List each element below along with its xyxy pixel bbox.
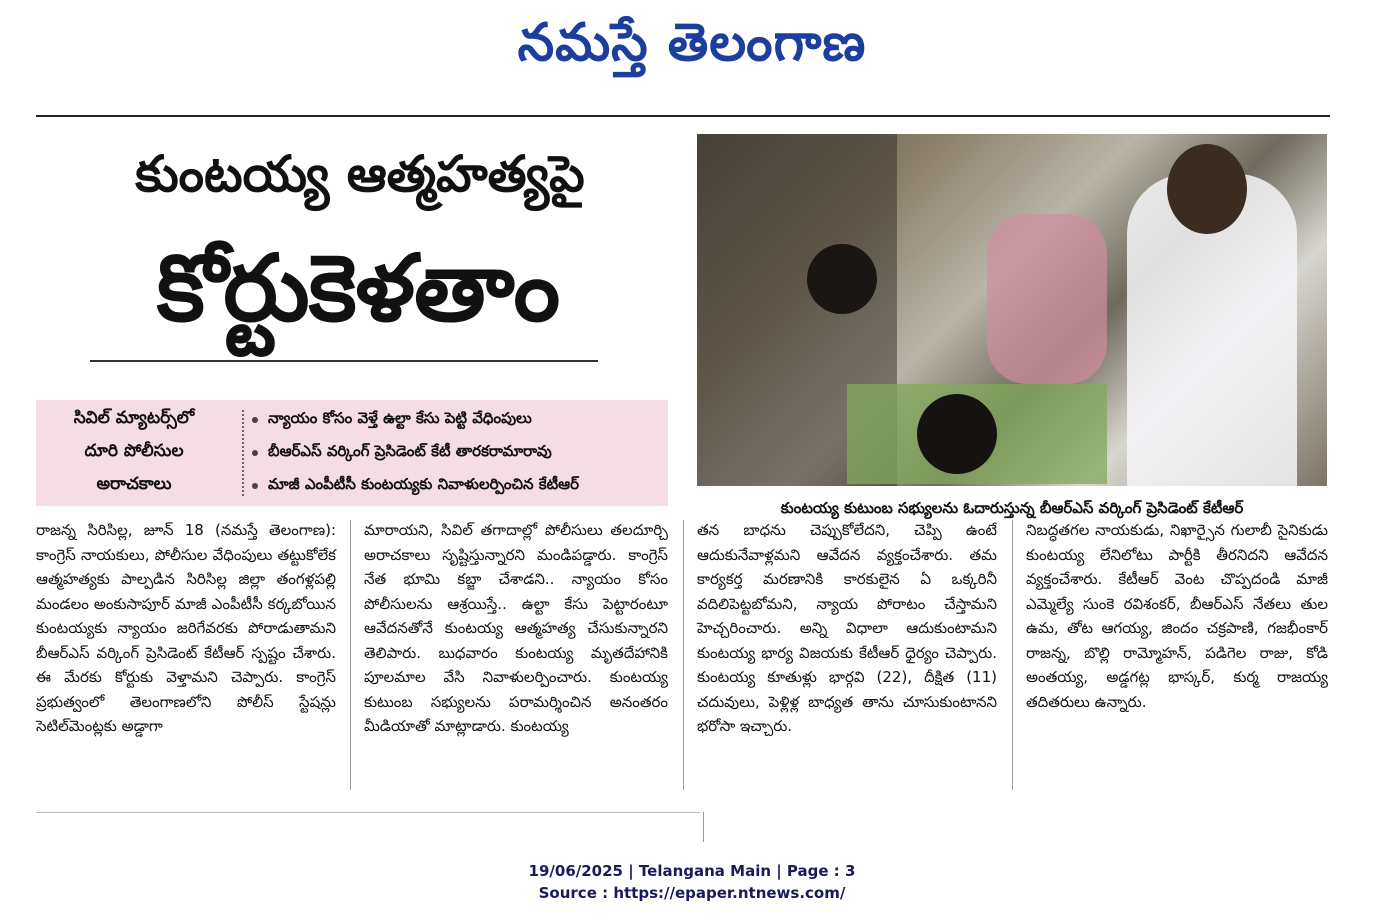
bullet-icon [252, 450, 258, 456]
photo-figure-head [1167, 144, 1247, 234]
kicker-bullet-text: బీఆర్‌ఎస్ వర్కింగ్ ప్రెసిడెంట్ కేటీ తారకరామారావు [268, 441, 552, 460]
bottom-column-divider [703, 812, 704, 842]
bullet-icon [252, 483, 258, 489]
column-divider [683, 520, 684, 790]
article-column-2: మారాయని, సివిల్ తగాదాల్లో పోలీసులు తలదూర్చి అరాచకాలు సృష్టిస్తున్నారని మండిపడ్డారు. కాంగ్రెస్ నేత భూమి కబ్జా చేశాడని.. న్యాయం కోసం పోలీసులను ఆశ్రయిస్తే.. ఉల్టా కేసు పెట్టారంటూ ఆవేదనతోనే కుంటయ్య ఆత్మహత్య చేసుకున్నారని తెలిపారు. బుధవారం కుంటయ్య మృతదేహానికి పూలమాల వేసి నివాళులర్పించారు. కుంటయ్య కుటుంబ సభ్యులను పరామర్శించిన అనంతరం మీడియాతో మాట్లాడారు. కుంటయ్య [364, 521, 668, 735]
photo-figure-head [917, 394, 997, 474]
footer-date-line: 19/06/2025 | Telangana Main | Page : 3 [528, 862, 856, 880]
article-column-1: రాజన్న సిరిసిల్ల, జూన్ 18 (నమస్తే తెలంగాణ): కాంగ్రెస్ నాయకులు, పోలీసుల వేధింపులు తట్టుకోలేక ఆత్మహత్యకు పాల్పడిన సిరిసిల్ల జిల్లా తంగళ్లపల్లి మండలం అంకుసాపూర్ మాజీ ఎంపీటీసీ కర్కబోయిన కుంటయ్యకు న్యాయం జరిగేవరకు పోరాడుతామని బీఆర్‌ఎస్ వర్కింగ్ ప్రెసిడెంట్ కేటీఆర్ స్పష్టం చేశారు. ఈ మేరకు కోర్టుకు వెళ్తామని చెప్పారు. కాంగ్రెస్ ప్రభుత్వంలో తెలంగాణలోని పోలీస్ స్టేషన్లు సెటిల్‌మెంట్లకు అడ్డాగా [36, 521, 336, 735]
newspaper-masthead: నమస్తే తెలంగాణ [517, 13, 867, 73]
article-column-4: నిబద్ధతగల నాయకుడు, నిఖార్సైన గులాబీ సైనికుడు కుంటయ్య లేనిలోటు పార్టీకి తీరనిదని ఆవేదన వ్యక్తంచేశారు. కేటీఆర్ వెంట చొప్పదండి మాజీ ఎమ్మెల్యే సుంకె రవిశంకర్, బీఆర్‌ఎస్ నేతలు తుల ఉమ, తోట ఆగయ్య, జిందం చక్రపాణి, గజభీంకార్ రాజన్న, బొల్లి రామ్మోహన్, పడిగెల రాజు, కోడి అంతయ్య, అడ్డగట్ల భాస్కర్, కుర్మ రాజయ్య తదితరులు ఉన్నారు. [1026, 521, 1328, 711]
photo-caption: కుంటయ్య కుటుంబ సభ్యులను ఓదారుస్తున్న బీఆర్‌ఎస్ వర్కింగ్ ప్రెసిడెంట్ కేటీఆర్ [780, 499, 1244, 517]
kicker-left-line: దూరి పోలీసుల [84, 440, 184, 461]
page-footer [0, 860, 1384, 904]
news-photo [697, 134, 1327, 486]
kicker-bullet [248, 442, 668, 464]
headline-line-1: కుంటయ్య ఆత్మహత్యపై [135, 145, 585, 203]
kicker-bullets [248, 400, 668, 506]
headline-divider [90, 360, 598, 362]
column-divider [350, 520, 351, 790]
kicker-separator [242, 410, 244, 496]
kicker-bullet-text: న్యాయం కోసం వెళ్తే ఉల్టా కేసు పెట్టి వేధింపులు [268, 409, 532, 428]
kicker-box [36, 400, 668, 506]
kicker-left [36, 400, 232, 506]
headline-line-2: కోర్టుకెళతాం [156, 235, 560, 342]
kicker-bullet [248, 475, 668, 497]
kicker-bullet-text: మాజీ ఎంపీటీసీ కుంటయ్యకు నివాళులర్పించిన కేటీఆర్ [268, 474, 580, 493]
article-column-3: తన బాధను చెప్పుకోలేదని, చెప్పి ఉంటే ఆదుకునేవాళ్లమని ఆవేదన వ్యక్తంచేశారు. తమ కార్యకర్త మరణానికి కారకులైన ఏ ఒక్కరినీ వదిలిపెట్టబోమని, న్యాయ పోరాటం చేస్తామని హెచ్చరించారు. అన్ని విధాలా ఆదుకుంటామని కుంటయ్య భార్య విజయకు కేటీఆర్ ధైర్యం చెప్పారు. కుంటయ్య కూతుళ్లు భార్గవి (22), దీక్షిత (11) చదువులు, పెళ్లిళ్ల బాధ్యత తాను చూసుకుంటానని భరోసా ఇచ్చారు. [697, 521, 997, 735]
photo-figure-saree [987, 214, 1107, 384]
kicker-left-line: అరాచకాలు [96, 473, 172, 494]
footer-source-line[interactable]: Source : https://epaper.ntnews.com/ [538, 884, 846, 902]
photo-figure-head [807, 244, 877, 314]
kicker-left-line: సివిల్ మ్యాటర్స్‌లో [73, 408, 195, 429]
top-divider [36, 115, 1330, 117]
kicker-bullet [248, 409, 668, 431]
bottom-divider [36, 812, 700, 813]
bullet-icon [252, 417, 258, 423]
column-divider [1012, 520, 1013, 790]
